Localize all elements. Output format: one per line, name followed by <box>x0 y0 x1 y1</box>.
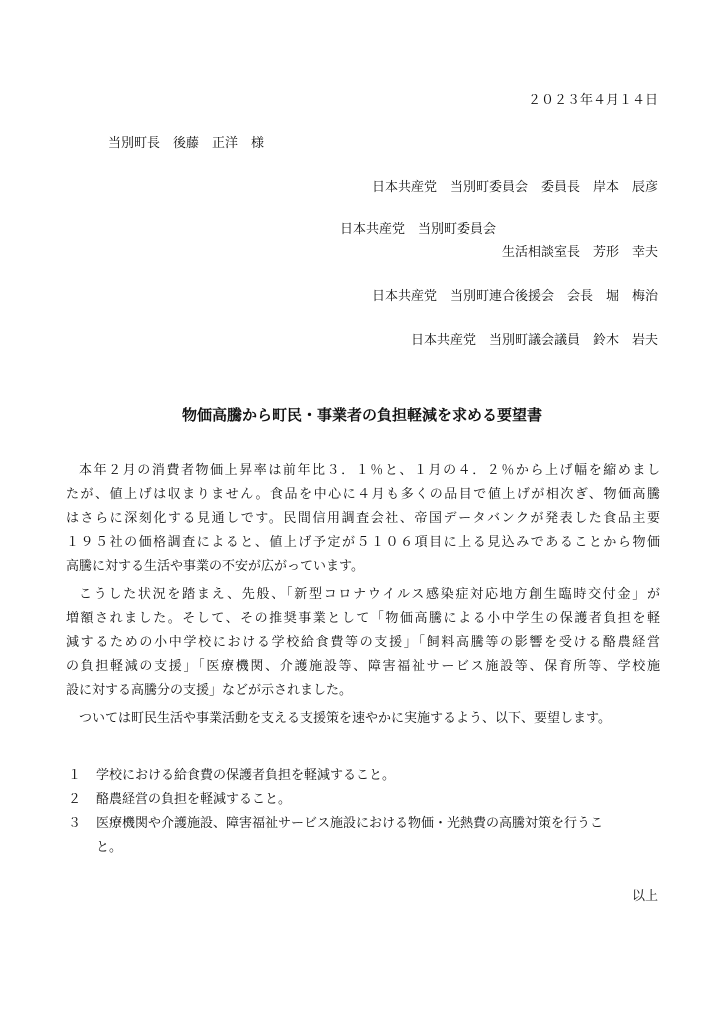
request-number: ２ <box>68 792 82 807</box>
request-item <box>66 812 660 860</box>
sender-line: 日本共産党 当別町連合後援会 会長 堀 梅治 <box>371 289 658 304</box>
sender-line: 日本共産党 当別町委員会 委員長 岸本 辰彦 <box>371 180 658 195</box>
paragraph-line: こうした状況を踏まえ、先般、「新型コロナウイルス感染症対応地方創生臨時交付金」が <box>79 587 660 602</box>
request-text: 酪農経営の負担を軽減すること。 <box>96 792 292 807</box>
paragraph-line: はさらに深刻化する見通しです。民間信用調査会社、帝国データバンクが発表した食品主要 <box>66 511 660 526</box>
request-text: 医療機関や介護施設、障害福祉サービス施設における物価・光熱費の高騰対策を行うこ <box>96 816 604 831</box>
paragraph-2 <box>66 583 660 703</box>
request-item <box>66 764 660 788</box>
paragraph-line: たが、値上げは収まりません。食品を中心に４月も多くの品目で値上げが相次ぎ、物価高騰 <box>66 487 660 502</box>
request-number: ３ <box>68 816 82 831</box>
paragraph-line: 本年２月の消費者物価上昇率は前年比３．１％と、１月の４．２％から上げ幅を縮めまし <box>79 463 660 478</box>
paragraph-line: の負担軽減の支援」「医療機関、介護施設等、障害福祉サービス施設等、保育所等、学校施 <box>66 659 660 674</box>
sender-line: 日本共産党 当別町議会議員 鈴木 岩夫 <box>410 333 658 348</box>
paragraph-line: 設に対する高騰分の支援」などが示されました。 <box>66 683 353 698</box>
paragraph-3 <box>66 707 660 731</box>
document-date: ２０２３年４月１４日 <box>527 93 658 108</box>
paragraph-line: 増額されました。そして、その推奨事業として「物価高騰による小中学生の保護者負担を軽 <box>66 611 660 626</box>
request-number: １ <box>68 768 82 783</box>
paragraph-line: 高騰に対する生活や事業の不安が広がっています。 <box>66 559 364 574</box>
paragraph-line: １９５社の価格調査によると、値上げ予定が５１０６項目に上る見込みであることから物価 <box>66 535 660 550</box>
request-item <box>66 788 660 812</box>
request-list <box>66 764 660 860</box>
sender-line: 生活相談室長 芳形 幸夫 <box>501 245 658 260</box>
paragraph-1 <box>66 459 660 579</box>
request-text: と。 <box>96 840 123 855</box>
paragraph-line: 減するための小中学校における学校給食費等の支援」「飼料高騰等の影響を受ける酪農経営 <box>66 635 660 650</box>
paragraph-line: ついては町民生活や事業活動を支える支援策を速やかに実施するよう、以下、要望します。 <box>79 711 611 726</box>
sender-line: 日本共産党 当別町委員会 <box>340 222 497 237</box>
document-title: 物価高騰から町民・事業者の負担軽減を求める要望書 <box>181 406 542 424</box>
request-text: 学校における給食費の保護者負担を軽減すること。 <box>96 768 396 783</box>
addressee: 当別町長 後藤 正洋 様 <box>108 136 265 151</box>
closing: 以上 <box>631 889 658 904</box>
